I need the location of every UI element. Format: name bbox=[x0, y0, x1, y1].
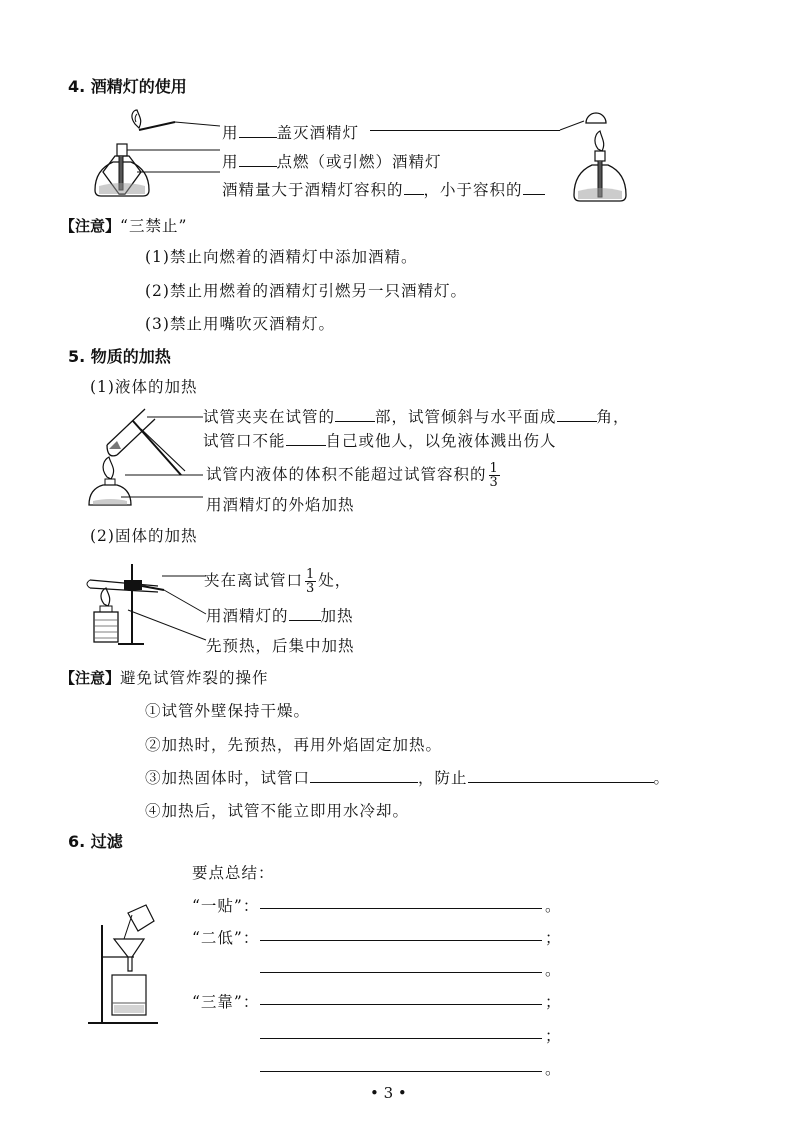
solid-line-2 bbox=[206, 604, 354, 626]
liquid-heating-subtitle: (1)液体的加热 bbox=[90, 378, 198, 396]
op-1: ①试管外壁保持干燥。 bbox=[145, 702, 311, 720]
blank-flame-part[interactable] bbox=[289, 606, 321, 621]
blank-tube-mouth[interactable] bbox=[310, 768, 418, 783]
section-5-note bbox=[60, 666, 269, 688]
blank-tube-direction[interactable] bbox=[286, 431, 326, 446]
note-label: 【注意】 bbox=[60, 217, 121, 235]
liquid-line-1-b: 部，试管倾斜与水平面成 bbox=[375, 408, 557, 426]
note-title: “三禁止” bbox=[120, 217, 188, 235]
three-lean-label: “三靠”： bbox=[192, 993, 260, 1011]
two-low-end-1: ； bbox=[545, 929, 562, 947]
blank-three-lean-2[interactable] bbox=[260, 1038, 542, 1039]
lamp-line-3 bbox=[222, 178, 545, 200]
liquid-line-2-a: 试管口不能 bbox=[203, 432, 286, 450]
op-3-c: 。 bbox=[653, 769, 671, 787]
liquid-heating-illustration bbox=[85, 405, 205, 515]
blank-three-lean-3[interactable] bbox=[260, 1071, 542, 1072]
two-low-end-2: 。 bbox=[545, 961, 562, 979]
page-number: • 3 • bbox=[370, 1084, 407, 1102]
liquid-line-3-text: 试管内液体的体积不能超过试管容积的 bbox=[206, 465, 487, 484]
summary-label: 要点总结： bbox=[192, 864, 275, 882]
fraction-numerator: 1 bbox=[489, 461, 499, 476]
fraction-denominator: 3 bbox=[489, 475, 499, 490]
rule-1: (1)禁止向燃着的酒精灯中添加酒精。 bbox=[145, 248, 418, 266]
lamp-line-1-pre: 用 bbox=[222, 124, 239, 142]
op-3-a: ③加热固体时，试管口 bbox=[145, 769, 311, 787]
solid-line-1-b: 处， bbox=[318, 571, 352, 590]
one-stick-end: 。 bbox=[545, 897, 562, 915]
lamp-line-2-pre: 用 bbox=[222, 153, 239, 171]
note-label-5: 【注意】 bbox=[60, 669, 121, 687]
alcohol-lamp-right-illustration bbox=[560, 105, 640, 205]
section-5-title: 5. 物质的加热 bbox=[68, 347, 171, 366]
blank-three-lean-1[interactable] bbox=[260, 1004, 542, 1005]
lamp-line-2 bbox=[222, 150, 442, 172]
section-4-note bbox=[60, 214, 187, 236]
fraction-numerator-solid: 1 bbox=[306, 567, 316, 582]
blank-clamp-position[interactable] bbox=[335, 407, 375, 422]
two-low-label: “二低”： bbox=[192, 929, 260, 947]
blank-two-low-1[interactable] bbox=[260, 940, 542, 941]
lamp-line-1 bbox=[222, 121, 359, 143]
blank-alcohol-max[interactable] bbox=[523, 180, 545, 195]
op-3-b: ，防止 bbox=[418, 769, 468, 787]
blank-lamp-extinguish[interactable] bbox=[239, 123, 277, 138]
blank-alcohol-min[interactable] bbox=[404, 180, 424, 195]
lamp-line-3-b: ，小于容积的 bbox=[423, 181, 523, 199]
section-6-title: 6. 过滤 bbox=[68, 832, 123, 851]
liquid-line-2-b: 自己或他人，以免液体溅出伤人 bbox=[325, 432, 557, 450]
three-lean-end-2: ； bbox=[545, 1027, 562, 1045]
solid-line-2-b: 加热 bbox=[320, 607, 354, 625]
lamp-line-2-post: 点燃（或引燃）酒精灯 bbox=[276, 153, 442, 171]
blank-tilt-angle[interactable] bbox=[557, 407, 597, 422]
rule-2: (2)禁止用燃着的酒精灯引燃另一只酒精灯。 bbox=[145, 282, 467, 300]
lamp-leader-right bbox=[370, 130, 560, 131]
solid-heating-subtitle: (2)固体的加热 bbox=[90, 527, 198, 545]
solid-line-1 bbox=[204, 568, 351, 595]
lamp-line-1-post: 盖灭酒精灯 bbox=[276, 124, 360, 142]
solid-line-3: 先预热，后集中加热 bbox=[206, 637, 355, 655]
op-3 bbox=[145, 766, 670, 788]
three-lean-end-3: 。 bbox=[545, 1060, 562, 1078]
liquid-line-3 bbox=[206, 462, 502, 489]
blank-one-stick[interactable] bbox=[260, 908, 542, 909]
solid-line-1-a: 夹在离试管口 bbox=[204, 571, 304, 590]
fraction-denominator-solid: 3 bbox=[306, 581, 316, 596]
liquid-line-2 bbox=[203, 429, 557, 451]
one-third-fraction bbox=[489, 462, 500, 489]
liquid-line-4: 用酒精灯的外焰加热 bbox=[206, 496, 355, 514]
one-third-fraction-solid bbox=[305, 568, 316, 595]
liquid-line-1-a: 试管夹夹在试管的 bbox=[203, 408, 336, 426]
filtration-illustration bbox=[88, 905, 168, 1025]
note-title-5: 避免试管炸裂的操作 bbox=[120, 669, 269, 687]
blank-two-low-2[interactable] bbox=[260, 972, 542, 973]
section-4-title: 4. 酒精灯的使用 bbox=[68, 77, 187, 96]
op-4: ④加热后，试管不能立即用水冷却。 bbox=[145, 802, 410, 820]
three-lean-end-1: ； bbox=[545, 993, 562, 1011]
liquid-line-1-c: 角， bbox=[596, 408, 630, 426]
blank-prevent[interactable] bbox=[468, 768, 654, 783]
blank-lamp-ignite[interactable] bbox=[239, 152, 277, 167]
alcohol-lamp-left-illustration bbox=[85, 110, 215, 205]
solid-heating-illustration bbox=[88, 560, 208, 650]
rule-3: (3)禁止用嘴吹灭酒精灯。 bbox=[145, 315, 335, 333]
lamp-line-3-a: 酒精量大于酒精灯容积的 bbox=[222, 181, 404, 199]
op-2: ②加热时，先预热，再用外焰固定加热。 bbox=[145, 736, 443, 754]
one-stick-label: “一贴”： bbox=[192, 897, 260, 915]
liquid-line-1 bbox=[203, 405, 630, 427]
solid-line-2-a: 用酒精灯的 bbox=[206, 607, 289, 625]
